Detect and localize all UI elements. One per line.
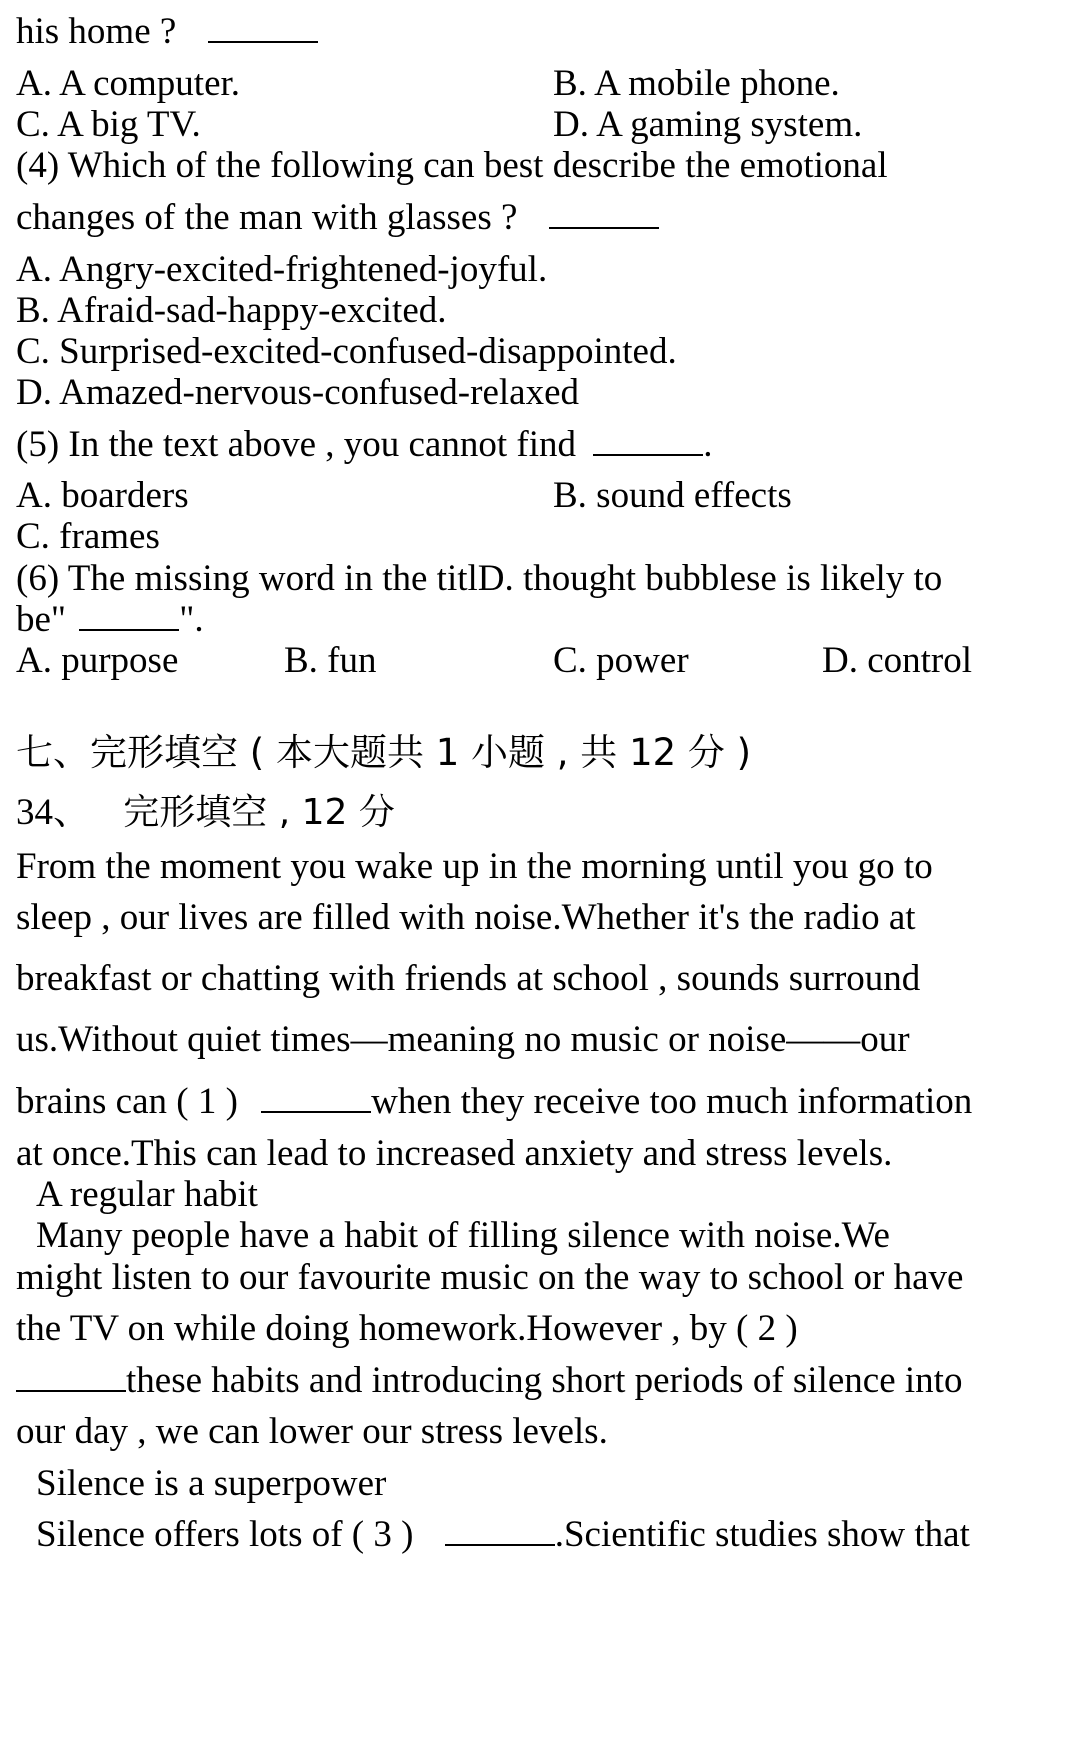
passage-line-6: at once.This can lead to increased anxiety and stress levels.	[16, 1133, 893, 1174]
passage-line-2: sleep , our lives are filled with noise.Whether it's the radio at	[16, 897, 916, 938]
q4-option-b: B. Afraid-sad-happy-excited.	[16, 290, 447, 331]
passage-line-8: might listen to our favourite music on the way to school or have	[16, 1257, 964, 1298]
q6-option-c: C. power	[553, 640, 689, 681]
q5-option-b: B. sound effects	[553, 475, 792, 516]
blank-2[interactable]	[16, 1360, 126, 1392]
q3-option-c: C. A big TV.	[16, 104, 201, 145]
q6-option-d: D. control	[822, 640, 973, 681]
q4-stem-line2	[16, 196, 659, 240]
passage-line-11: our day , we can lower our stress levels.	[16, 1411, 608, 1452]
q3-answer-blank[interactable]	[208, 11, 318, 43]
q6-stem-post: ".	[179, 599, 204, 640]
passage-line-5-pre: brains can ( 1 )	[16, 1081, 238, 1122]
q4-option-c: C. Surprised-excited-confused-disappointed.	[16, 331, 677, 372]
question-number: 34、	[16, 792, 90, 833]
question-34-title	[16, 791, 395, 835]
q5-stem	[16, 423, 712, 467]
q3-option-a: A. A computer.	[16, 63, 241, 104]
q5-stem-period: .	[703, 424, 713, 465]
blank-1[interactable]	[261, 1081, 371, 1113]
question-title: 完形填空 , 12 分	[123, 792, 395, 833]
blank-3[interactable]	[445, 1514, 555, 1546]
q4-stem-line1: (4) Which of the following can best describe the emotional	[16, 145, 888, 186]
q4-answer-blank[interactable]	[549, 197, 659, 229]
q3-stem	[16, 10, 318, 54]
q5-stem-text: (5) In the text above , you cannot find	[16, 424, 576, 465]
q4-option-d: D. Amazed-nervous-confused-relaxed	[16, 372, 579, 413]
q4-option-a: A. Angry-excited-frightened-joyful.	[16, 249, 548, 290]
q6-answer-blank[interactable]	[79, 599, 179, 631]
q5-answer-blank[interactable]	[593, 424, 703, 456]
passage-line-3: breakfast or chatting with friends at school , sounds surround	[16, 958, 921, 999]
subheading-regular-habit: A regular habit	[36, 1174, 258, 1215]
passage-line-12-pre: Silence offers lots of ( 3 )	[36, 1514, 414, 1555]
passage-line-12	[36, 1513, 970, 1557]
passage-line-9: the TV on while doing homework.However , by ( 2 )	[16, 1308, 798, 1349]
q3-option-d: D. A gaming system.	[553, 104, 863, 145]
q4-stem-text: changes of the man with glasses ?	[16, 197, 518, 238]
passage-line-10-post: these habits and introducing short periods of silence into	[126, 1360, 963, 1401]
q3-stem-text: his home ?	[16, 11, 177, 52]
q6-stem-line1: (6) The missing word in the titlD. thought bubblese is likely to	[16, 558, 943, 599]
section-heading: 七、完形填空 ( 本大题共 1 小题 , 共 12 分 )	[16, 731, 752, 774]
passage-line-7: Many people have a habit of filling silence with noise.We	[36, 1215, 890, 1256]
passage-line-5	[16, 1080, 972, 1124]
passage-line-10	[16, 1359, 962, 1403]
passage-line-12-post: .Scientific studies show that	[554, 1514, 970, 1555]
q6-stem-line2	[16, 598, 204, 642]
passage-line-5-post: when they receive too much information	[371, 1081, 973, 1122]
q6-stem-pre: be"	[16, 599, 67, 640]
q6-option-a: A. purpose	[16, 640, 179, 681]
passage-line-1: From the moment you wake up in the morning until you go to	[16, 846, 933, 887]
q3-option-b: B. A mobile phone.	[553, 63, 840, 104]
q6-option-b: B. fun	[284, 640, 377, 681]
subheading-silence-superpower: Silence is a superpower	[36, 1463, 387, 1504]
q5-option-a: A. boarders	[16, 475, 189, 516]
passage-line-4: us.Without quiet times—meaning no music or noise——our	[16, 1019, 910, 1060]
q5-option-c: C. frames	[16, 516, 160, 557]
